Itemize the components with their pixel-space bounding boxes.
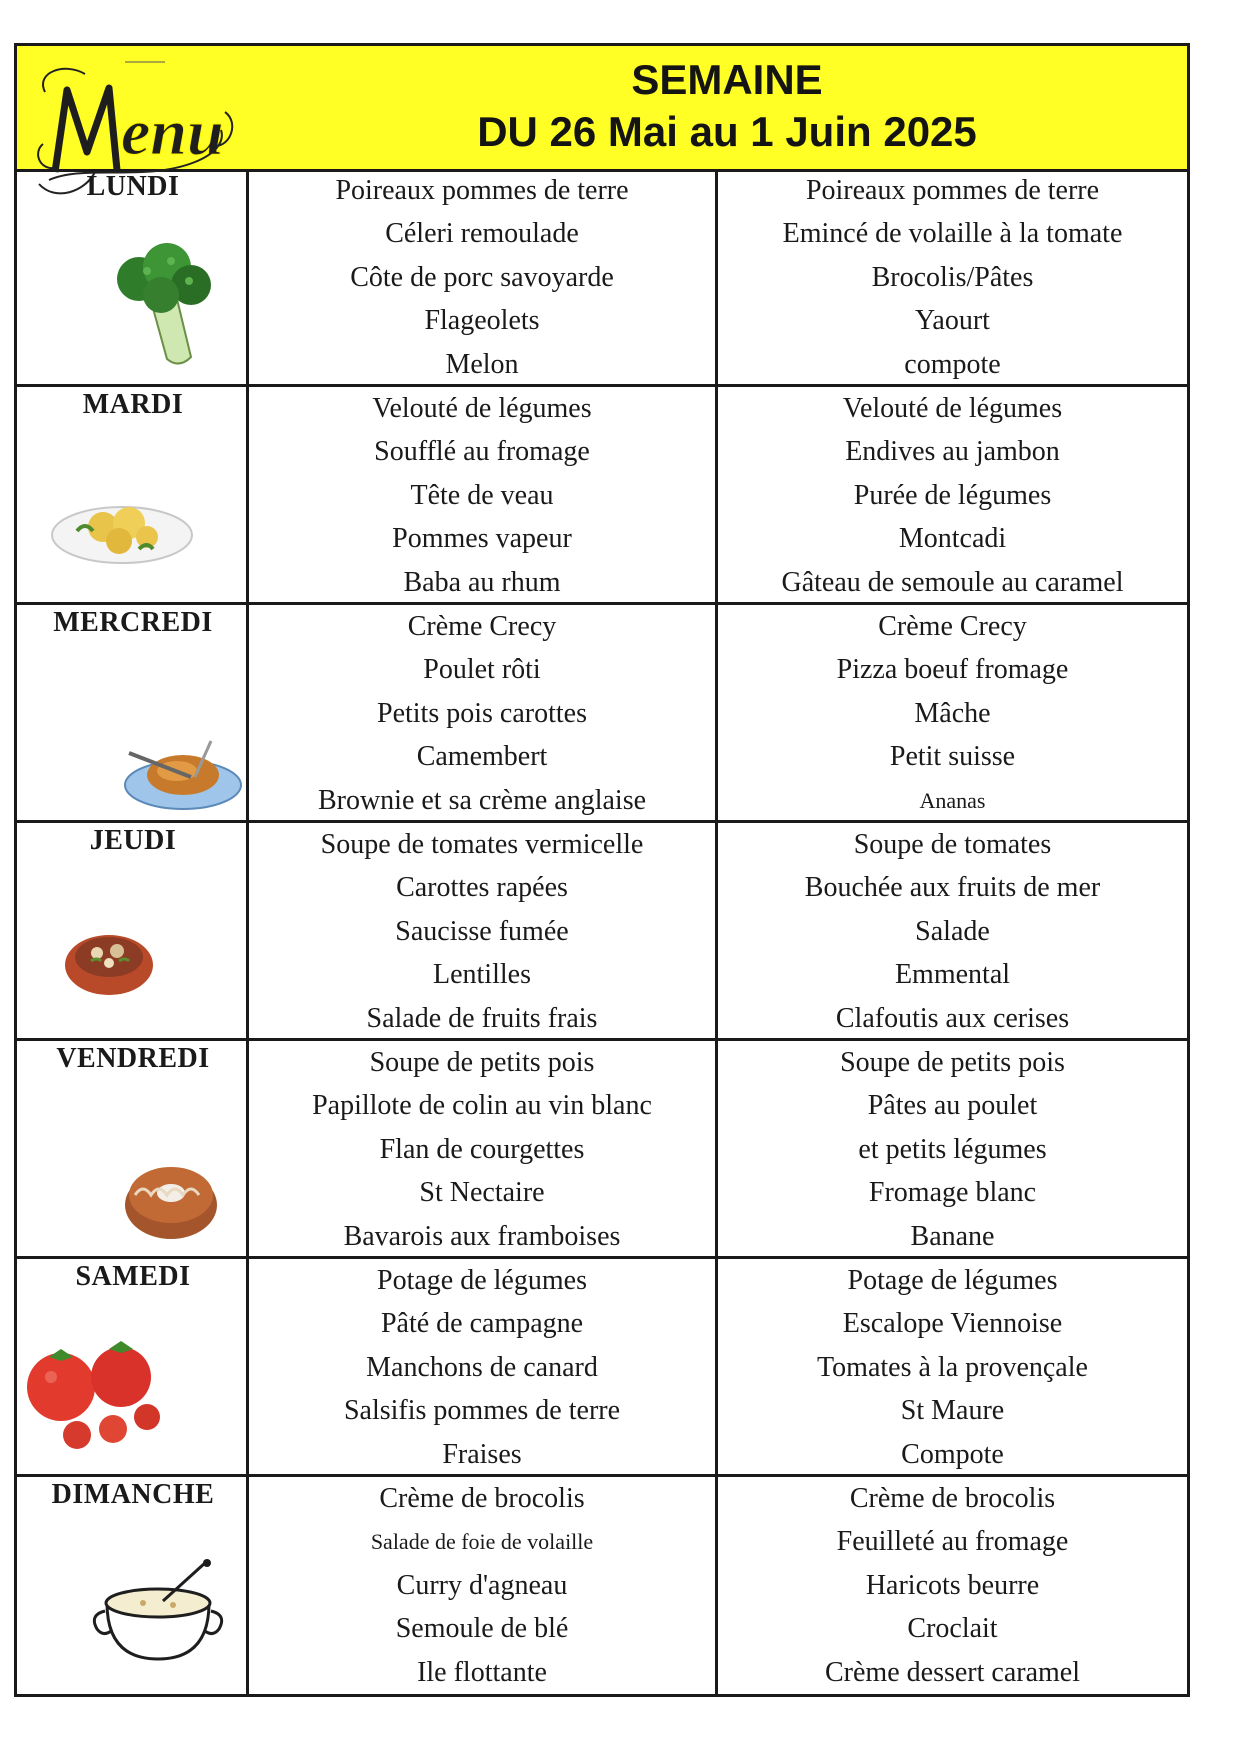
menu-item: Pâtes au poulet	[867, 1090, 1038, 1122]
day-cell-dimanche	[17, 1477, 249, 1694]
day-row-mardi	[17, 387, 1187, 605]
menu-item: Céleri remoulade	[385, 218, 579, 250]
menu-item: Ananas	[919, 787, 986, 813]
menu-item: Côte de porc savoyarde	[350, 261, 614, 293]
menu-item: compote	[904, 348, 1001, 380]
day-name: DIMANCHE	[51, 1479, 215, 1510]
menu-cell-dimanche-b	[718, 1477, 1187, 1694]
menu-item: Endives au jambon	[845, 436, 1060, 468]
menu-cell-dimanche-a	[249, 1477, 718, 1694]
menu-cell-mercredi-a	[249, 605, 718, 823]
menu-item: Ile flottante	[417, 1656, 547, 1688]
menu-cell-mardi-a	[249, 387, 718, 605]
menu-item: Salsifis pommes de terre	[343, 1395, 621, 1427]
menu-item: Bouchée aux fruits de mer	[804, 872, 1101, 904]
menu-item: Fromage blanc	[868, 1177, 1037, 1209]
menu-item: Emmental	[894, 959, 1011, 991]
day-cell-jeudi	[17, 823, 249, 1041]
day-cell-mercredi	[17, 605, 249, 823]
menu-item: Curry d'agneau	[396, 1569, 568, 1601]
menu-item: Mâche	[914, 697, 991, 729]
menu-item: Haricots beurre	[865, 1569, 1040, 1601]
menu-item: Clafoutis aux cerises	[835, 1002, 1070, 1034]
menu-item: Baba au rhum	[403, 566, 561, 598]
menu-cell-jeudi-b	[718, 823, 1187, 1041]
menu-item: Crème de brocolis	[849, 1483, 1056, 1514]
day-name: MERCREDI	[53, 607, 213, 638]
menu-item: Flan de courgettes	[379, 1133, 585, 1165]
menu-item: Montcadi	[898, 523, 1007, 555]
menu-item: Tomates à la provençale	[817, 1351, 1088, 1383]
menu-item: Potage de légumes	[847, 1265, 1058, 1296]
day-name: JEUDI	[89, 825, 177, 856]
day-name: MARDI	[82, 389, 184, 420]
menu-item: Camembert	[416, 741, 548, 773]
menu-cell-vendredi-a	[249, 1041, 718, 1259]
menu-item: Brocolis/Pâtes	[871, 261, 1034, 293]
menu-item: Croclait	[907, 1613, 998, 1645]
menu-item: Lentilles	[433, 959, 531, 991]
day-row-dimanche	[17, 1477, 1187, 1694]
day-name: SAMEDI	[75, 1261, 191, 1292]
day-row-mercredi	[17, 605, 1187, 823]
menu-item: Crème Crecy	[878, 611, 1027, 642]
menu-item: Potage de légumes	[377, 1265, 587, 1296]
title-week: SEMAINE	[631, 56, 823, 103]
menu-item: Brownie et sa crème anglaise	[317, 784, 647, 816]
menu-item: Fraises	[442, 1438, 522, 1470]
menu-item: Soufflé au fromage	[374, 436, 590, 468]
day-name: LUNDI	[86, 171, 180, 202]
menu-item: Saucisse fumée	[395, 915, 569, 947]
menu-cell-jeudi-a	[249, 823, 718, 1041]
svg-text:enu: enu	[121, 96, 224, 169]
menu-item: Crème dessert caramel	[825, 1656, 1080, 1688]
menu-item: Poulet rôti	[423, 654, 541, 686]
menu-item: Gâteau de semoule au caramel	[781, 566, 1124, 598]
menu-item: Manchons de canard	[366, 1351, 598, 1383]
menu-item: Carottes rapées	[396, 872, 568, 904]
day-row-lundi	[17, 169, 1187, 387]
potato-dish-icon	[47, 491, 197, 571]
menu-item: Velouté de légumes	[372, 393, 592, 424]
day-row-vendredi	[17, 1041, 1187, 1259]
menu-item: Salade de fruits frais	[366, 1002, 598, 1034]
menu-item: Soupe de tomates vermicelle	[320, 829, 644, 860]
menu-cell-mercredi-b	[718, 605, 1187, 823]
menu-item: Crème de brocolis	[379, 1483, 585, 1514]
menu-cell-mardi-b	[718, 387, 1187, 605]
menu-item: Soupe de petits pois	[840, 1047, 1065, 1078]
day-cell-lundi	[17, 169, 249, 387]
day-cell-vendredi	[17, 1041, 249, 1259]
menu-item: St Nectaire	[419, 1177, 545, 1209]
broccoli-icon	[109, 241, 219, 371]
menu-cell-lundi-b	[718, 169, 1187, 387]
menu-item: Poireaux pommes de terre	[805, 175, 1100, 206]
soup-tureen-icon	[83, 1559, 233, 1669]
menu-item: St Maure	[900, 1395, 1005, 1427]
menu-item: et petits légumes	[858, 1133, 1047, 1165]
menu-item: Tête de veau	[410, 479, 554, 511]
menu-item: Petit suisse	[889, 741, 1016, 773]
menu-item: Melon	[445, 348, 519, 380]
menu-item: Soupe de tomates	[853, 829, 1052, 860]
menu-item: Pâté de campagne	[380, 1308, 584, 1340]
menu-item: Banane	[910, 1220, 995, 1252]
stew-bowl-icon	[61, 923, 157, 999]
menu-item: Compote	[901, 1438, 1004, 1470]
menu-sheet	[14, 43, 1190, 1697]
menu-header	[17, 46, 1187, 172]
menu-item: Yaourt	[915, 305, 990, 337]
menu-item: Flageolets	[424, 305, 540, 337]
menu-item: Papillote de colin au vin blanc	[312, 1090, 652, 1122]
cake-icon	[121, 1151, 221, 1243]
menu-item: Purée de légumes	[853, 479, 1052, 511]
day-row-samedi	[17, 1259, 1187, 1477]
menu-title	[347, 54, 1107, 158]
day-cell-samedi	[17, 1259, 249, 1477]
menu-item: Velouté de légumes	[842, 393, 1063, 424]
menu-item: Petits pois carottes	[377, 697, 587, 729]
menu-item: Feuilleté au fromage	[836, 1526, 1069, 1558]
menu-item: Soupe de petits pois	[369, 1047, 595, 1078]
menu-item: Bavarois aux framboises	[343, 1220, 621, 1252]
menu-item: Crème Crecy	[407, 611, 557, 642]
title-dates: DU 26 Mai au 1 Juin 2025	[477, 108, 977, 155]
menu-item: Emincé de volaille à la tomate	[782, 218, 1123, 250]
menu-item: Poireaux pommes de terre	[335, 175, 629, 206]
day-cell-mardi	[17, 387, 249, 605]
menu-item: Salade	[915, 915, 990, 947]
menu-item: Salade de foie de volaille	[370, 1529, 594, 1555]
tomatoes-icon	[21, 1337, 181, 1453]
menu-item: Escalope Viennoise	[842, 1308, 1063, 1340]
menu-item: Semoule de blé	[395, 1613, 569, 1645]
menu-cell-samedi-a	[249, 1259, 718, 1477]
roast-chicken-icon	[121, 733, 245, 817]
day-name: VENDREDI	[56, 1043, 210, 1074]
day-row-jeudi	[17, 823, 1187, 1041]
menu-cell-lundi-a	[249, 169, 718, 387]
menu-cell-samedi-b	[718, 1259, 1187, 1477]
menu-item: Pizza boeuf fromage	[836, 654, 1069, 686]
menu-cell-vendredi-b	[718, 1041, 1187, 1259]
menu-item: Pommes vapeur	[392, 523, 572, 555]
